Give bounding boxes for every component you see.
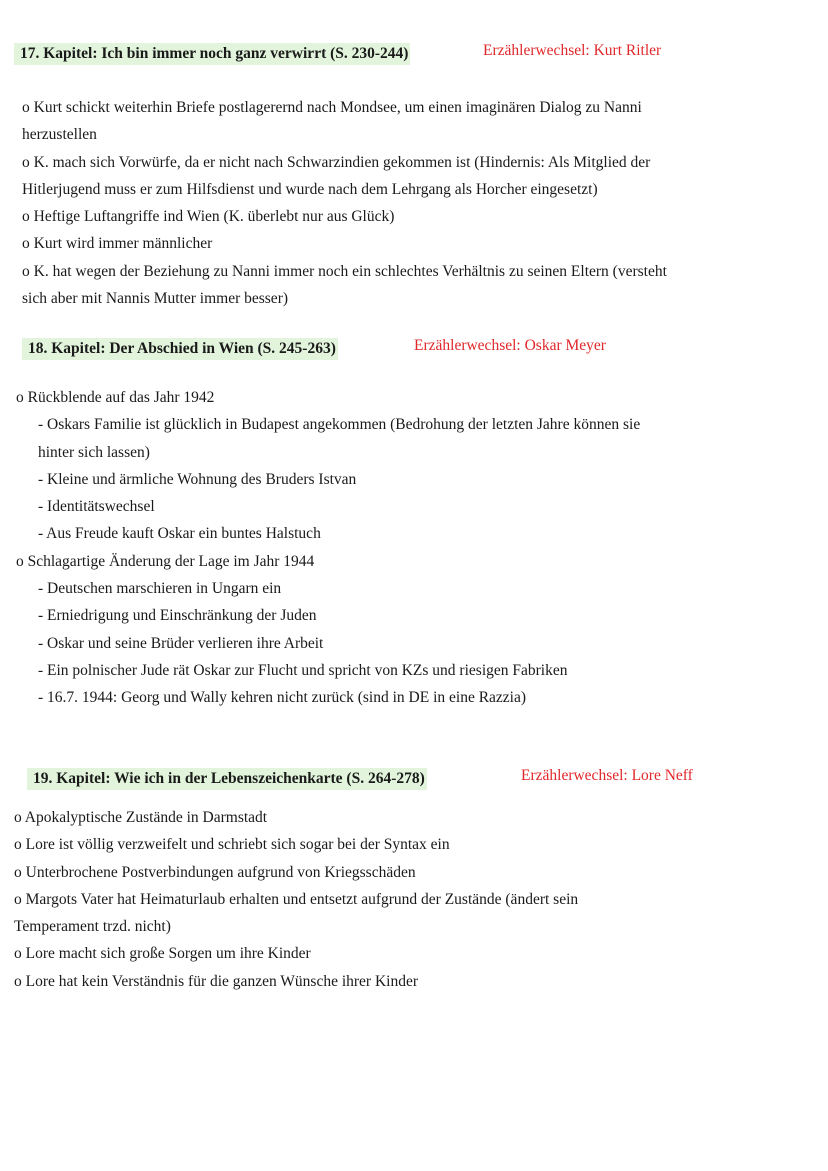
list-item: o Margots Vater hat Heimaturlaub erhalten und entsetzt aufgrund der Zustände (ändert sein: [14, 890, 579, 908]
chapter-17-narrator: Erzählerwechsel: Kurt Ritler: [483, 42, 662, 59]
list-item: o Kurt schickt weiterhin Briefe postlagerernd nach Mondsee, um einen imaginären Dialog zu Nanni: [22, 99, 642, 116]
list-item: o Apokalyptische Zustände in Darmstadt: [14, 809, 268, 826]
list-item: o K. hat wegen der Beziehung zu Nanni immer noch ein schlechtes Verhältnis zu seinen Eltern (versteht: [22, 262, 667, 280]
list-item: o Lore ist völlig verzweifelt und schriebt sich sogar bei der Syntax ein: [14, 836, 450, 854]
list-item: Hitlerjugend muss er zum Hilfsdienst und wurde nach dem Lehrgang als Horcher eingesetzt): [22, 180, 598, 198]
list-item: - Ein polnischer Jude rät Oskar zur Flucht und spricht von KZs und riesigen Fabriken: [38, 661, 568, 679]
list-item: o Lore hat kein Verständnis für die ganzen Wünsche ihrer Kinder: [14, 972, 419, 990]
list-item: Temperament trzd. nicht): [14, 918, 171, 936]
chapter-19-narrator: Erzählerwechsel: Lore Neff: [521, 767, 693, 784]
list-item: o K. mach sich Vorwürfe, da er nicht nach Schwarzindien gekommen ist (Hindernis: Als Mitglied der: [22, 153, 651, 171]
list-item: - Kleine und ärmliche Wohnung des Bruders Istvan: [38, 470, 357, 488]
list-item: herzustellen: [22, 126, 97, 144]
list-item: - Erniedrigung und Einschränkung der Juden: [38, 607, 317, 625]
list-item: o Heftige Luftangriffe ind Wien (K. überlebt nur aus Glück): [22, 208, 395, 226]
list-item: - 16.7. 1944: Georg und Wally kehren nicht zurück (sind in DE in eine Razzia): [38, 689, 527, 707]
chapter-19-title: 19. Kapitel: Wie ich in der Lebenszeichenkarte (S. 264-278): [27, 768, 427, 790]
list-item: o Lore macht sich große Sorgen um ihre Kinder: [14, 945, 311, 963]
list-item: o Schlagartige Änderung der Lage im Jahr 1944: [16, 552, 315, 570]
chapter-17-notes: [22, 94, 667, 312]
list-item: sich aber mit Nannis Mutter immer besser): [22, 290, 289, 308]
list-item: - Oskar und seine Brüder verlieren ihre Arbeit: [38, 634, 324, 652]
chapter-17-title: 17. Kapitel: Ich bin immer noch ganz verwirrt (S. 230-244): [14, 43, 410, 65]
list-item: o Unterbrochene Postverbindungen aufgrund von Kriegsschäden: [14, 863, 416, 881]
chapter-18-notes: [16, 384, 640, 712]
chapter-18-title: 18. Kapitel: Der Abschied in Wien (S. 245-263): [22, 338, 338, 360]
list-item: o Rückblende auf das Jahr 1942: [16, 389, 215, 406]
list-item: - Deutschen marschieren in Ungarn ein: [38, 580, 282, 598]
list-item: - Identitätswechsel: [38, 498, 155, 516]
list-item: hinter sich lassen): [38, 443, 150, 461]
list-item: o Kurt wird immer männlicher: [22, 235, 213, 253]
chapter-19-notes: [14, 804, 578, 995]
chapter-18-narrator: Erzählerwechsel: Oskar Meyer: [414, 337, 606, 354]
list-item: - Aus Freude kauft Oskar ein buntes Halstuch: [38, 525, 321, 543]
list-item: - Oskars Familie ist glücklich in Budapest angekommen (Bedrohung der letzten Jahre können sie: [38, 416, 641, 434]
